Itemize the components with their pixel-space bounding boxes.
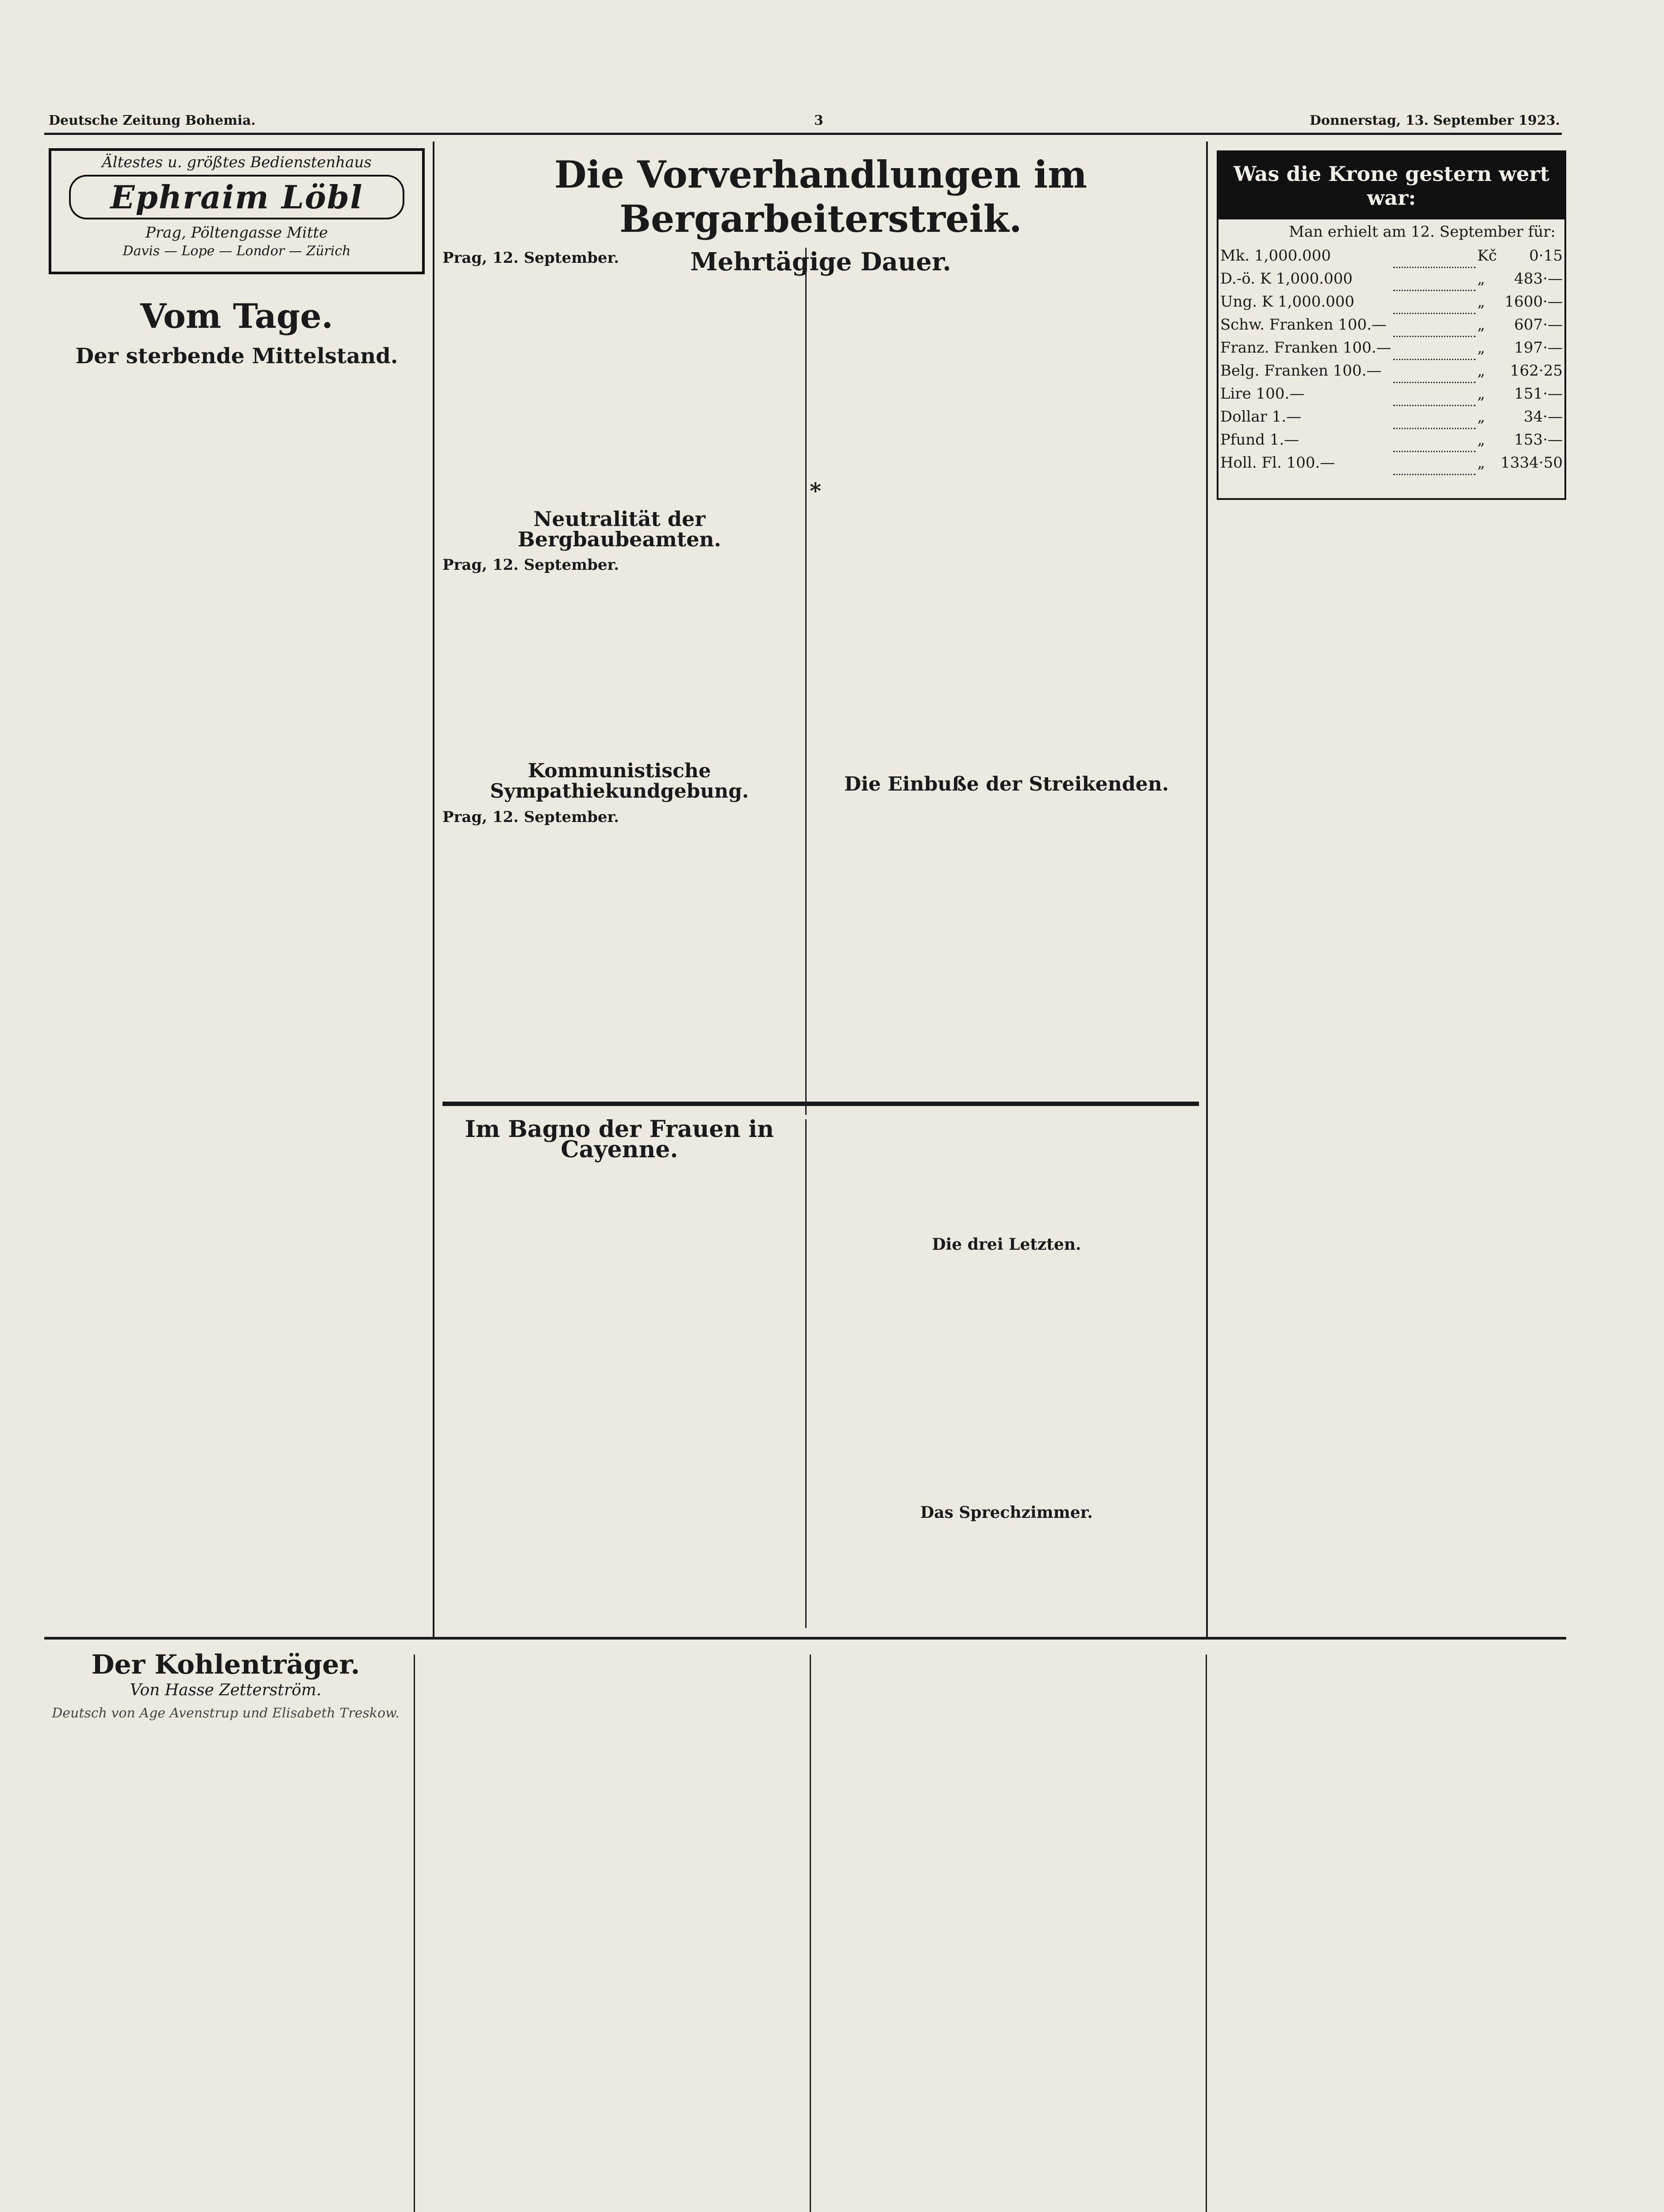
exchange-rates: [1217, 150, 1566, 500]
advertisement: [49, 148, 425, 274]
rate-value: 151·—: [1514, 385, 1563, 403]
rate-unit: Kč: [1477, 247, 1497, 265]
feuilleton-title: Der Kohlenträger.: [91, 1649, 360, 1680]
rate-unit: „: [1477, 408, 1485, 426]
rate-unit: „: [1477, 316, 1485, 334]
rate-label: Dollar 1.—: [1220, 408, 1302, 426]
rate-label: Franz. Franken 100.—: [1220, 339, 1391, 357]
right-column-continuation: [1217, 509, 1566, 1628]
main-subheadline: Mehrtägige Dauer.: [690, 247, 951, 276]
column-rule: [1206, 1655, 1207, 2212]
rates-subtitle: Man erhielt am 12. September für:: [1289, 223, 1556, 241]
rate-leader: [1393, 336, 1476, 359]
rate-row: [1218, 336, 1564, 359]
rates-title: Was die Krone gestern wert war:: [1218, 152, 1564, 219]
rate-unit: „: [1477, 362, 1485, 380]
strike-losses-article: [816, 509, 1197, 1097]
rate-leader: [1393, 290, 1476, 313]
ad-company-name: Ephraim Löbl: [69, 175, 404, 219]
feuilleton-col-3: [821, 1655, 1188, 2212]
rate-label: Schw. Franken 100.—: [1220, 316, 1387, 334]
lead-dateline: Prag, 12. September.: [442, 249, 619, 267]
neutrality-article: [442, 509, 796, 1084]
rate-leader: [1393, 405, 1476, 428]
rate-value: 1600·—: [1504, 293, 1563, 311]
cayenne-article-left: [442, 1116, 796, 1628]
rate-value: 162·25: [1510, 362, 1563, 380]
cayenne-sub-three: Die drei Letzten.: [932, 1235, 1081, 1254]
feuilleton-col-1: [49, 1649, 403, 2212]
ad-branches: Davis — Lope — Londor — Zürich: [123, 243, 351, 259]
rate-value: 607·—: [1514, 316, 1563, 334]
page-number: 3: [814, 113, 823, 128]
cayenne-title: Im Bagno der Frauen in Cayenne.: [465, 1116, 774, 1163]
rate-leader: [1393, 382, 1476, 405]
rate-label: Belg. Franken 100.—: [1220, 362, 1382, 380]
header-rule: [44, 133, 1562, 135]
column-rule: [414, 1655, 415, 2212]
feuilleton-author: Von Hasse Zetterström.: [130, 1681, 322, 1699]
rate-value: 197·—: [1514, 339, 1563, 357]
rate-label: Pfund 1.—: [1220, 431, 1299, 449]
cayenne-sub-parlor: Das Sprechzimmer.: [920, 1503, 1093, 1522]
ad-tagline: Ältestes u. größtes Bedienstenhaus: [102, 154, 372, 171]
rate-leader: [1393, 313, 1476, 336]
rate-value: 1334·50: [1500, 454, 1563, 472]
left-column: [49, 296, 425, 1562]
rate-unit: „: [1477, 385, 1485, 403]
section-rule: [442, 1102, 1199, 1106]
rates-table: [1218, 244, 1564, 475]
rate-label: Holl. Fl. 100.—: [1220, 454, 1335, 472]
neutrality-title: Neutralität der Bergbaubeamten.: [518, 507, 721, 551]
rate-unit: „: [1477, 270, 1485, 288]
rate-unit: „: [1477, 339, 1485, 357]
column-rule: [1206, 142, 1208, 1637]
rate-value: 0·15: [1529, 247, 1563, 265]
rate-row: [1218, 405, 1564, 428]
communist-dateline: Prag, 12. September.: [442, 808, 619, 826]
feuilleton-col-4: [1217, 1655, 1566, 2212]
communist-title: Kommunistische Sympathiekundgebung.: [490, 760, 749, 803]
rate-leader: [1393, 244, 1476, 267]
rate-row: [1218, 451, 1564, 474]
rate-row: [1218, 290, 1564, 313]
column-rule: [805, 248, 807, 1115]
ad-address: Prag, Pöltengasse Mitte: [145, 224, 328, 242]
separator-star: *: [810, 478, 822, 504]
rate-unit: „: [1477, 431, 1485, 449]
lead-column-left: [442, 248, 796, 469]
rate-row: [1218, 359, 1564, 382]
rate-value: 34·—: [1523, 408, 1563, 426]
rate-value: 153·—: [1514, 431, 1563, 449]
rate-unit: „: [1477, 293, 1485, 311]
lead-column-right: [816, 248, 1197, 469]
feuilleton-col-2: [425, 1655, 792, 2212]
rate-label: Mk. 1,000.000: [1220, 247, 1331, 265]
rate-label: Lire 100.—: [1220, 385, 1305, 403]
issue-date: Donnerstag, 13. September 1923.: [1310, 113, 1560, 128]
section-title: Vom Tage.: [140, 296, 334, 336]
strike-losses-title: Die Einbuße der Streikenden.: [844, 773, 1169, 795]
neutrality-dateline: Prag, 12. September.: [442, 556, 619, 574]
rate-row: [1218, 428, 1564, 451]
rate-label: D.-ö. K 1,000.000: [1220, 270, 1353, 288]
rate-row: [1218, 382, 1564, 405]
rate-leader: [1393, 451, 1476, 474]
cayenne-article-right: [816, 1119, 1197, 1628]
rate-leader: [1393, 428, 1476, 451]
rate-row: [1218, 244, 1564, 267]
column-rule: [805, 1119, 807, 1628]
feuilleton-rule: [44, 1637, 1566, 1640]
rate-label: Ung. K 1,000.000: [1220, 293, 1355, 311]
column-rule: [810, 1655, 811, 2212]
rate-row: [1218, 313, 1564, 336]
rate-unit: „: [1477, 454, 1485, 472]
article-title: Der sterbende Mittelstand.: [75, 344, 398, 369]
rate-row: [1218, 267, 1564, 290]
paper-name: Deutsche Zeitung Bohemia.: [49, 113, 256, 128]
rate-leader: [1393, 359, 1476, 382]
rate-leader: [1393, 267, 1476, 290]
feuilleton-translator: Deutsch von Age Avenstrup und Elisabeth Treskow.: [52, 1705, 400, 1721]
column-rule: [433, 142, 434, 1637]
main-headline: Die Vorverhandlungen im Bergarbeiterstreik.: [554, 153, 1088, 241]
rate-value: 483·—: [1514, 270, 1563, 288]
